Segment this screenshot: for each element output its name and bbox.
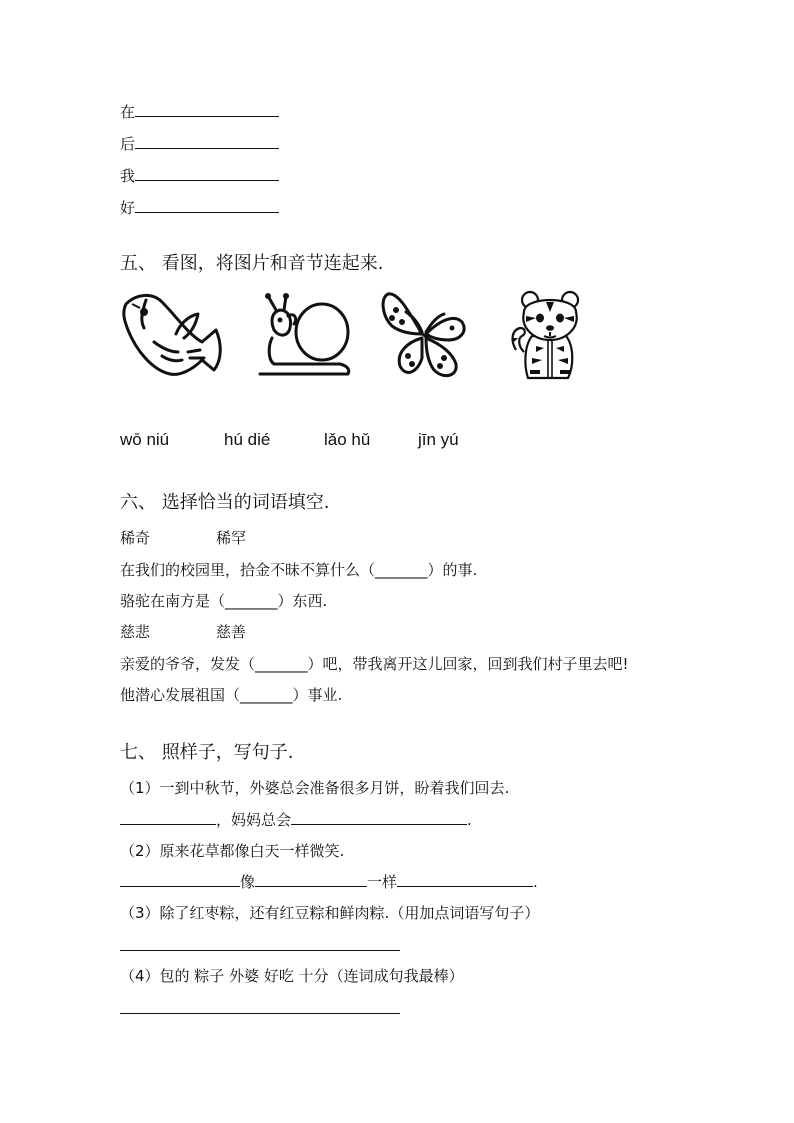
word-option: 稀奇 [120, 529, 151, 547]
char-line-1 [120, 102, 279, 122]
char-line-3 [120, 166, 279, 186]
example-sentence-4: （4）包的 粽子 外婆 好吃 十分（连词成句我最棒） [120, 967, 464, 985]
fill-question-4: 他潜心发展祖国（_______）事业. [120, 686, 343, 704]
word-option: 慈善 [216, 623, 247, 641]
write-line-2: 像 一样 . [120, 872, 538, 892]
blank[interactable]: _______ [225, 592, 278, 610]
answer-line[interactable] [135, 166, 279, 181]
blank[interactable]: _______ [240, 686, 293, 704]
section-5-title: 五、 看图，将图片和音节连起来. [120, 253, 384, 274]
char-label: 我 [120, 167, 136, 185]
tiger-icon [506, 288, 594, 384]
fish-icon [118, 290, 226, 382]
fill-question-3: 亲爱的爷爷，发发（_______）吧，带我离开这儿回家，回到我们村子里去吧! [120, 655, 629, 673]
pinyin-2[interactable]: hú dié [224, 430, 271, 449]
answer-line[interactable] [135, 198, 279, 213]
blank[interactable]: _______ [255, 655, 308, 673]
example-sentence-1: （1）一到中秋节，外婆总会准备很多月饼，盼着我们回去. [120, 779, 510, 797]
write-line-1: ，妈妈总会 . [120, 810, 472, 830]
answer-line[interactable] [135, 134, 279, 149]
answer-line[interactable] [120, 950, 400, 951]
section-7-title: 七、 照样子，写句子. [120, 742, 294, 763]
char-label: 在 [120, 103, 136, 121]
pinyin-3[interactable]: lǎo hǔ [324, 430, 371, 449]
example-sentence-3: （3）除了红枣粽，还有红豆粽和鲜肉粽.（用加点词语写句子） [120, 904, 540, 922]
fill-question-1: 在我们的校园里，拾金不昧不算什么（_______）的事. [120, 561, 478, 579]
answer-line[interactable] [120, 810, 216, 825]
answer-line[interactable] [397, 872, 533, 887]
butterfly-icon [378, 286, 470, 384]
word-option: 慈悲 [120, 623, 151, 641]
pinyin-1[interactable]: wō niú [120, 430, 170, 449]
example-sentence-2: （2）原来花草都像白天一样微笑. [120, 842, 345, 860]
answer-line[interactable] [120, 1013, 400, 1014]
answer-line[interactable] [255, 872, 367, 887]
answer-line[interactable] [120, 872, 240, 887]
answer-line[interactable] [291, 810, 467, 825]
section-6-title: 六、 选择恰当的词语填空. [120, 492, 330, 513]
fill-question-2: 骆驼在南方是（_______）东西. [120, 592, 328, 610]
char-line-4 [120, 198, 279, 218]
char-label: 后 [120, 135, 136, 153]
answer-line[interactable] [135, 102, 279, 117]
blank[interactable]: _______ [375, 561, 428, 579]
char-line-2 [120, 134, 279, 154]
snail-icon [254, 290, 356, 382]
pinyin-4[interactable]: jīn yú [418, 430, 459, 449]
char-label: 好 [120, 199, 136, 217]
word-option: 稀罕 [216, 529, 247, 547]
